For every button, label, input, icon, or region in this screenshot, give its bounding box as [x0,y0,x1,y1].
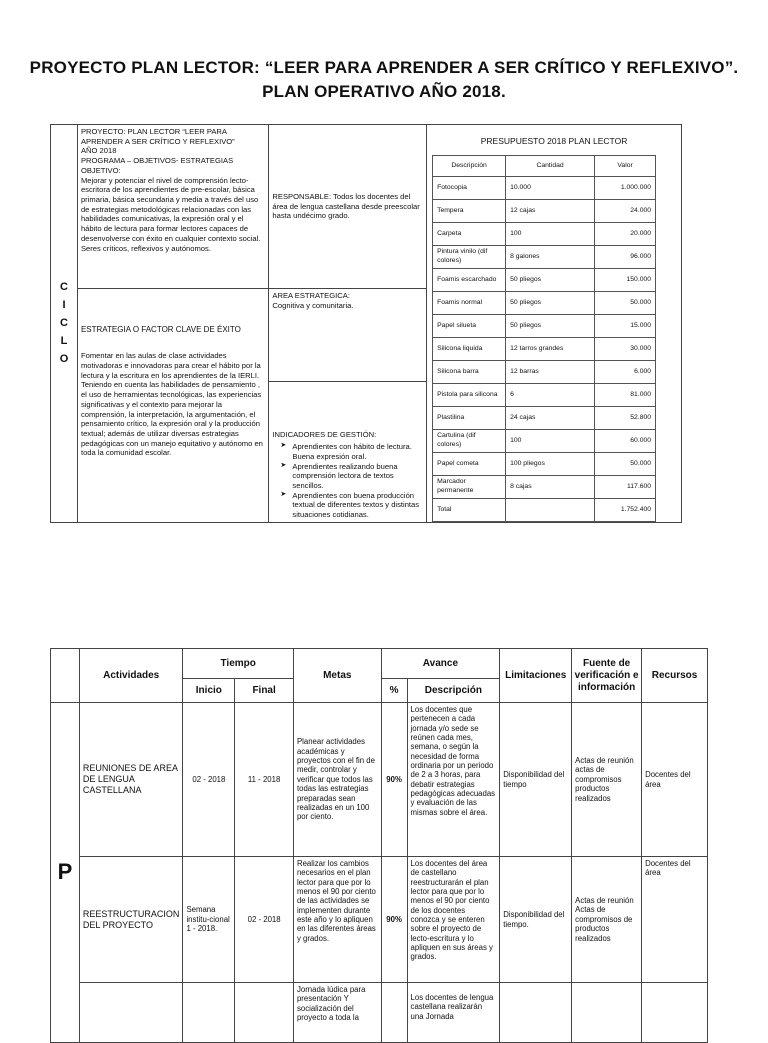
phase-letter: P [51,703,80,1043]
budget-row: Papel cometa 100 pliegos 50.000 [433,452,656,475]
header-final: Final [235,679,294,703]
plan-operativo-table [50,648,708,1043]
budget-row: Papel silueta 50 pliegos 15.000 [433,314,656,337]
header-descripcion: Descripción [407,679,500,703]
indicador-item: ➤ Aprendientes realizando buena comprensión lectora de textos sencillos. [292,462,423,491]
budget-row: Marcador permanente 8 cajas 117.600 [433,475,656,498]
budget-row: Silicona barra 12 barras 6.000 [433,360,656,383]
table-row: P REUNIONES DE AREA DE LENGUA CASTELLANA 02 - 2018 11 - 2018 Planear actividades académicas y proyectos con el fin de medir, controlar y verificar que todos las todas las estrategias preparadas sean realizadas en un 100 por ciento. 90% Los docentes que pertenecen a cada jornada y/o sede se reúnen cada mes, semana, o según la necesidad de forma ordinaria por un periodo de 2 a 3 horas, para debatir estrategias pedagógicas adecuadas y evaluación de las mismas sobre el área. Disponibilidad del tiempo Actas de reunión actas de compromisos productos realizados Docentes del área [51,703,708,857]
indicadores-list [272,442,423,520]
estrategia-title: ESTRATEGIA O FACTOR CLAVE DE ÉXITO [80,325,241,334]
estrategia-text: Fomentar en las aulas de clase actividades motivadoras e innovadoras para crear el hábito por la lectura y la escritura en los aprendientes de la IERLI. Teniendo en cuenta las habilidades de pensamiento , el uso de herramientas tecnológicas, las experiencias significativas y el contexto para mejorar la comprensión, la interpretación, la argumentación, el pensamiento crítico, la expresión oral y la producción textual; además de utilizar diversas estrategias pedagógicas con un manejo equitativo y autónomo en toda la comunidad escolar. [80,351,263,458]
budget-cell [427,125,682,523]
budget-row: Carpeta 100 20.000 [433,222,656,245]
indicador-item: ➤ Aprendientes con hábito de lectura. Buena expresión oral. [292,442,423,461]
header-avance: Avance [381,649,500,679]
budget-total-row: Total 1.752.400 [433,498,656,521]
ciclo-label: C I C L O [51,125,78,523]
objetivo-text: Mejorar y potenciar el nivel de comprensión lecto-escritora de los aprendientes de pre-escolar, básica primaria, básica secundaria y media a través del uso de estrategias metodológicas relacionadas con las habilidades comunicativas, la expresión oral y el hábito de lectura para formar lectores capaces de desenvolverse con éxito en cualquier contexto social. Seres críticos, reflexivos y autónomos. [80,175,261,253]
budget-row: Foamis escarchado 50 pliegos 150.000 [433,268,656,291]
proyecto-objetivo-cell: PROYECTO: PLAN LECTOR “LEER PARA APRENDER A SER CRÍTICO Y REFLEXIVO” AÑO 2018 PROGRAMA – OBJETIVOS- ESTRATEGIAS OBJETIVO: Mejorar y potenciar el nivel de comprensión lecto-escritora de los aprendientes de pre-escolar, básica primaria, básica secundaria y media a través del uso de estrategias metodológicas relacionadas con las habilidades comunicativas, la expresión oral y el hábito de lectura para formar lectores capaces de desenvolverse con éxito en cualquier contexto social. Seres críticos, reflexivos y autónomos. [77,125,268,289]
responsable-cell: RESPONSABLE: Todos los docentes del área de lengua castellana desde preescolar hasta undécimo grado. [269,125,427,289]
estrategia-cell [77,289,268,523]
indicadores-title: INDICADORES DE GESTIÓN: [272,430,377,440]
budget-row: Foamis normal 50 pliegos 50.000 [433,291,656,314]
table-row: REESTRUCTURACION DEL PROYECTO Semana institu-cional 1 - 2018. 02 - 2018 Realizar los cambios necesarios en el plan lector para que por lo menos el 90 por ciento de las actividades se implementen durante este año y lo apliquen en las diferentes áreas y grados. 90% Los docentes del área de castellano reestructurarán el plan lector para que por lo menos el 90 por ciento de los docentes conozca y se enteren sobre el proyecto de lecto-escritura y lo apliquen en sus áreas y grados. Disponibilidad del tiempo. Actas de reunión Actas de compromisos de productos realizados Docentes del área [51,857,708,983]
document-title-line-1: PROYECTO PLAN LECTOR: “LEER PARA APRENDER A SER CRÍTICO Y REFLEXIVO”. [29,58,739,77]
header-pct: % [381,679,407,703]
budget-title: PRESUPUESTO 2018 PLAN LECTOR [480,136,628,146]
budget-table [432,155,656,522]
budget-row: Fotocopia 10.000 1.000.000 [433,176,656,199]
header-inicio: Inicio [183,679,235,703]
header-actividades: Actividades [79,649,183,703]
budget-header-row: Descripción Cantidad Valor [433,155,656,176]
header-metas: Metas [293,649,381,703]
header-fuente: Fuente de verificación e información [572,649,642,703]
budget-row: Tempera 12 cajas 24.000 [433,199,656,222]
header-tiempo: Tiempo [183,649,294,679]
budget-row: Pistola para silicona 6 81.000 [433,383,656,406]
budget-row: Cartulina (dif colores) 100 60.000 [433,429,656,452]
phase-header-blank [51,649,80,703]
budget-row: Pintura vinilo (dif colores) 8 galones 96.000 [433,245,656,268]
header-limitaciones: Limitaciones [500,649,572,703]
table-row: Jornada lúdica para presentación Y socialización del proyecto a toda la Los docentes de lengua castellana realizarán una Jornada [51,983,708,1043]
indicador-item: ➤ Aprendientes con buena producción textual de diferentes textos y distintas situaciones cotidianas. [292,491,423,520]
indicadores-cell [269,382,427,522]
budget-row: Plastilina 24 cajas 52.800 [433,406,656,429]
header-recursos: Recursos [642,649,708,703]
document-title-line-2: PLAN OPERATIVO AÑO 2018. [262,82,506,101]
project-summary-table [50,124,682,523]
budget-row: Silicona liquida 12 tarros grandes 30.000 [433,337,656,360]
area-estrategica-cell: AREA ESTRATEGICA: Cognitiva y comunitaria. [269,289,427,382]
